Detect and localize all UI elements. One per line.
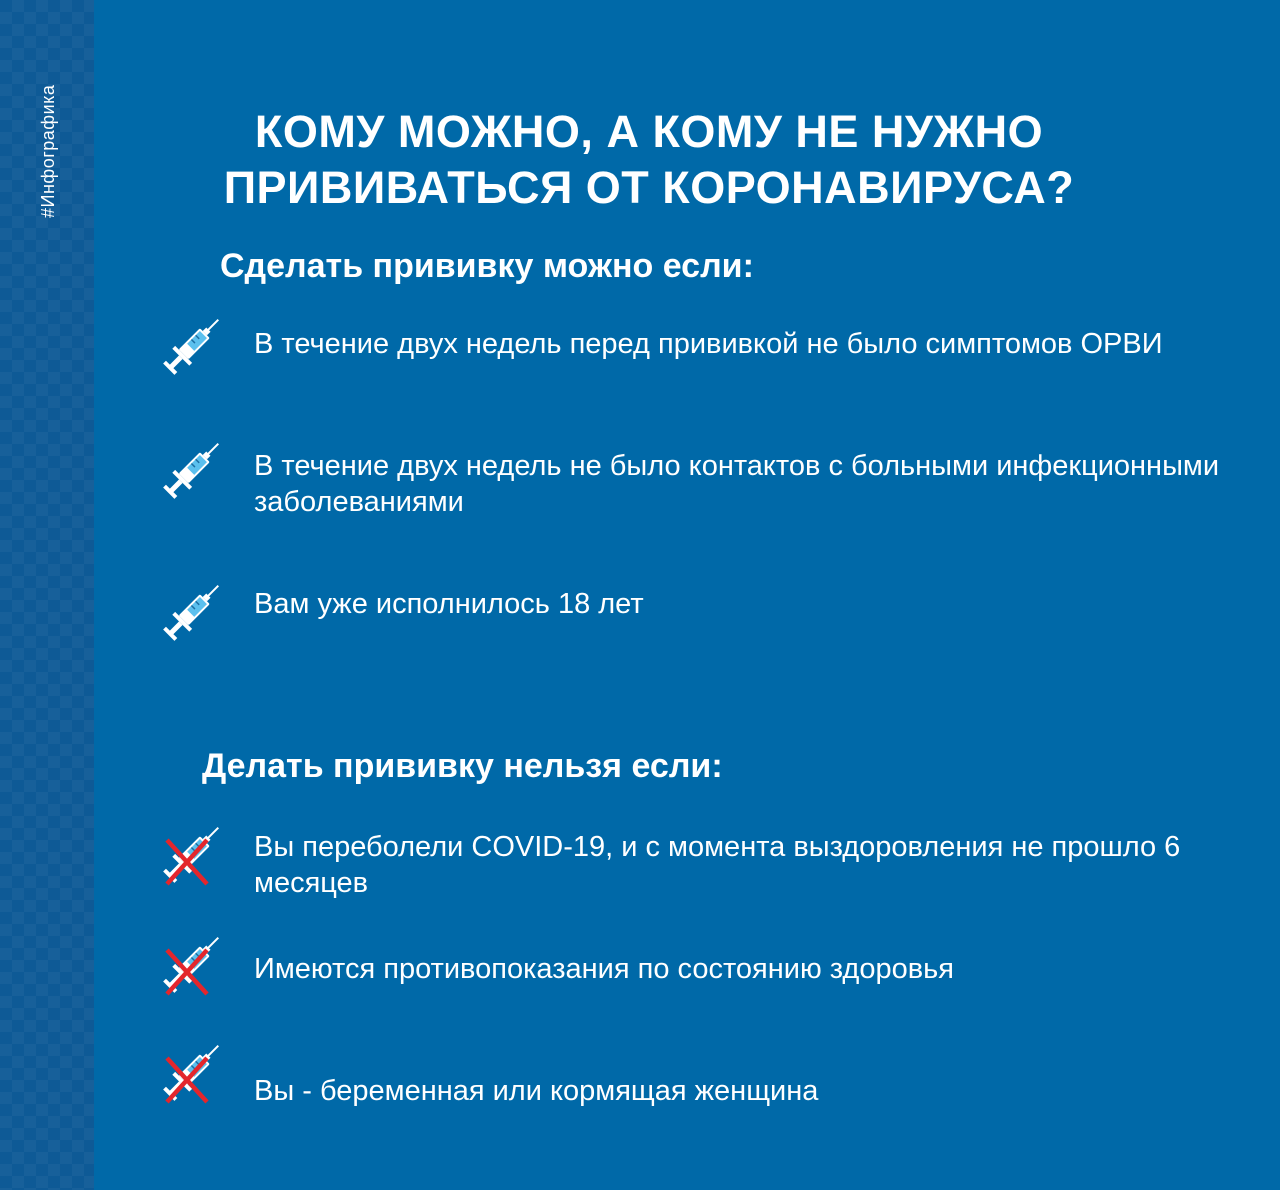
allowed-heading: Сделать прививку можно если: bbox=[220, 247, 754, 285]
allowed-item: Вам уже исполнилось 18 лет bbox=[254, 588, 644, 620]
syringe-icon bbox=[155, 306, 225, 390]
allowed-item: В течение двух недель не было контактов с больными инфекционными заболеваниями bbox=[254, 450, 1220, 518]
forbidden-item: Вы - беременная или кормящая женщина bbox=[254, 1075, 819, 1107]
allowed-item: В течение двух недель перед прививкой не было симптомов ОРВИ bbox=[254, 328, 1163, 360]
forbidden-item: Вы переболели COVID-19, и с момента выздоровления не прошло 6 месяцев bbox=[254, 831, 1181, 899]
syringe-icon bbox=[155, 430, 225, 514]
crossed-syringe-icon bbox=[155, 814, 225, 898]
crossed-syringe-icon bbox=[155, 924, 225, 1008]
crossed-syringe-icon bbox=[155, 1032, 225, 1116]
syringe-icon bbox=[155, 572, 225, 656]
forbidden-item: Имеются противопоказания по состоянию здоровья bbox=[254, 953, 954, 985]
forbidden-heading: Делать прививку нельзя если: bbox=[202, 747, 723, 785]
hashtag-label: #Инфографика bbox=[38, 84, 58, 218]
title-line-1: КОМУ МОЖНО, А КОМУ НЕ НУЖНО bbox=[254, 106, 1044, 157]
title-line-2: ПРИВИВАТЬСЯ ОТ КОРОНАВИРУСА? bbox=[223, 162, 1075, 213]
page-title bbox=[94, 104, 1204, 216]
